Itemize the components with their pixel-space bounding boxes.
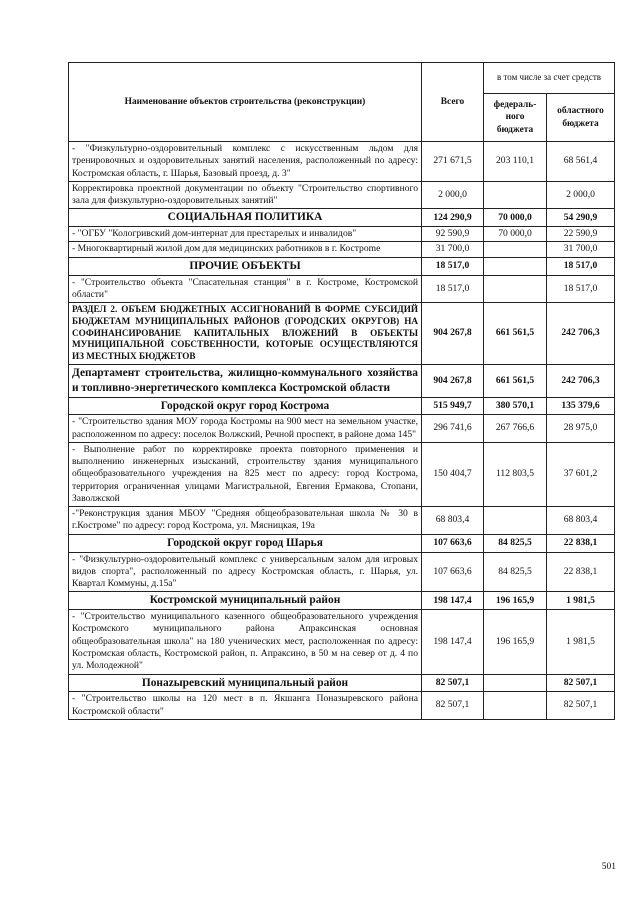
row-regional: 37 601,2: [547, 442, 615, 506]
budget-table: [68, 62, 615, 720]
row-total: 68 803,4: [422, 507, 484, 535]
row-federal: 203 110,1: [484, 142, 547, 182]
table-row: [69, 552, 615, 592]
row-federal: [484, 692, 547, 720]
table-row: [69, 610, 615, 674]
table-row-section: [69, 534, 615, 552]
row-regional: 22 838,1: [547, 552, 615, 592]
row-name: - "Строительство объекта "Спасательная станция" в г. Костроме, Костромской области": [69, 275, 422, 303]
row-total: 82 507,1: [422, 692, 484, 720]
row-regional: 28 975,0: [547, 415, 615, 443]
table-row: [69, 442, 615, 506]
row-total: 198 147,4: [422, 592, 484, 610]
row-name: -"Реконструкция здания МБОУ "Средняя общеобразовательная школа № 30 в г.Костроме" по адресу: город Кострома, ул. Мясницкая, 19а: [69, 507, 422, 535]
row-regional: 22 590,9: [547, 227, 615, 242]
row-name: - "Физкультурно-оздоровительный комплекс с универсальным залом для игровых видов спорта", расположенный по адресу Костромская область, г. Шарья, ул. Квартал Коммуны, д.15а": [69, 552, 422, 592]
row-regional: 242 706,3: [547, 364, 615, 397]
table-row-section: [69, 209, 615, 227]
row-regional: 82 507,1: [547, 674, 615, 692]
row-federal: 196 165,9: [484, 610, 547, 674]
row-federal: 661 561,5: [484, 364, 547, 397]
row-regional: 2 000,0: [547, 181, 615, 209]
row-name: ПРОЧИЕ ОБЪЕКТЫ: [69, 257, 422, 275]
row-regional: 1 981,5: [547, 610, 615, 674]
row-federal: 661 561,5: [484, 303, 547, 365]
row-federal: 70 000,0: [484, 209, 547, 227]
row-regional: 135 379,6: [547, 397, 615, 415]
row-regional: 68 561,4: [547, 142, 615, 182]
row-name: Костромской муниципальный район: [69, 592, 422, 610]
row-total: 107 663,6: [422, 552, 484, 592]
row-total: 271 671,5: [422, 142, 484, 182]
table-row-section: [69, 674, 615, 692]
row-total: 31 700,0: [422, 242, 484, 257]
table-row-section: [69, 303, 615, 365]
row-total: 150 404,7: [422, 442, 484, 506]
row-federal: 380 570,1: [484, 397, 547, 415]
row-regional: 242 706,3: [547, 303, 615, 365]
row-total: 904 267,8: [422, 303, 484, 365]
row-name: РАЗДЕЛ 2. ОБЪЕМ БЮДЖЕТНЫХ АССИГНОВАНИЙ В ФОРМЕ СУБСИДИЙ БЮДЖЕТАМ МУНИЦИПАЛЬНЫХ РАЙОНОВ (ГОРОДСКИХ ОКРУГОВ) НА СОФИНАНСИРОВАНИЕ КАПИТАЛЬНЫХ ВЛОЖЕНИЙ В ОБЪЕКТЫ МУНИЦИПАЛЬНОЙ СОБСТВЕННОСТИ, КОТОРЫЕ ОСУЩЕСТВЛЯЮТСЯ ИЗ МЕСТНЫХ БЮДЖЕТОВ: [69, 303, 422, 365]
row-total: 904 267,8: [422, 364, 484, 397]
row-name: Городской округ город Кострома: [69, 397, 422, 415]
row-regional: 22 838,1: [547, 534, 615, 552]
row-name: - "ОГБУ "Кологривский дом-интернат для престарелых и инвалидов": [69, 227, 422, 242]
row-total: 124 290,9: [422, 209, 484, 227]
table-row: [69, 227, 615, 242]
row-federal: 267 766,6: [484, 415, 547, 443]
row-total: 198 147,4: [422, 610, 484, 674]
row-name: Департамент строительства, жилищно-коммунального хозяйства и топливно-энергетического комплекса Костромской области: [69, 364, 422, 397]
row-total: 515 949,7: [422, 397, 484, 415]
row-federal: [484, 181, 547, 209]
table-row: [69, 142, 615, 182]
row-federal: [484, 242, 547, 257]
header-name: Наименование объектов строительства (реконструкции): [69, 63, 422, 142]
row-federal: [484, 257, 547, 275]
row-name: СОЦИАЛЬНАЯ ПОЛИТИКА: [69, 209, 422, 227]
row-regional: 18 517,0: [547, 275, 615, 303]
row-regional: 18 517,0: [547, 257, 615, 275]
row-regional: 54 290,9: [547, 209, 615, 227]
row-name: - Многоквартирный жилой дом для медицинских работников в г. Кострome: [69, 242, 422, 257]
table-row-section: [69, 592, 615, 610]
row-name: - Выполнение работ по корректировке проекта повторного применения и выполнению инженерных изысканий, строительству здания муниципального общеобразовательного учреждения на 825 мест по адресу: город Кострома, территория ограниченная улицами Магистральной, Евгения Ермакова, Стопани, Заволжской: [69, 442, 422, 506]
row-name: Корректировка проектной документации по объекту "Строительство спортивного зала для физкультурно-оздоровительных занятий": [69, 181, 422, 209]
row-federal: 84 825,5: [484, 534, 547, 552]
page-number: 501: [601, 862, 616, 872]
row-name: - "Строительство здания МОУ города Костромы на 900 мест на земельном участке, расположенном по адресу: поселок Волжский, Речной проспект, в районе дома 145": [69, 415, 422, 443]
row-name: - "Строительство муниципального казенного общеобразовательного учреждения Костромского муниципального района Апраксинская основная общеобразовательная школа" на 180 ученических мест, расположенная по адресу: Костромская область, Костромской район, п. Апраксино, в 50 м на север от д. 4 по ул. Молодежной": [69, 610, 422, 674]
row-name: - "Физкультурно-оздоровительный комплекс с искусственным льдом для тренировочных и оздоровительных занятий населения, расположенный по адресу: Костромская область, г. Шарья, Базовый проезд, д. 3": [69, 142, 422, 182]
row-regional: 68 803,4: [547, 507, 615, 535]
row-regional: 31 700,0: [547, 242, 615, 257]
table-row: [69, 275, 615, 303]
row-total: 92 590,9: [422, 227, 484, 242]
row-total: 296 741,6: [422, 415, 484, 443]
header-row: [69, 63, 615, 94]
header-incl: в том числе за счет средств: [484, 63, 615, 94]
table-row: [69, 415, 615, 443]
row-total: 82 507,1: [422, 674, 484, 692]
table-row-section: [69, 257, 615, 275]
row-federal: [484, 507, 547, 535]
header-regional: областного бюджета: [547, 94, 615, 142]
table-row-department: [69, 364, 615, 397]
table-row: [69, 692, 615, 720]
table-row: [69, 507, 615, 535]
row-federal: 112 803,5: [484, 442, 547, 506]
row-name: - "Строительство школы на 120 мест в п. Якшанга Поназыревского района Костромской области": [69, 692, 422, 720]
row-regional: 1 981,5: [547, 592, 615, 610]
row-regional: 82 507,1: [547, 692, 615, 720]
row-federal: 70 000,0: [484, 227, 547, 242]
row-total: 107 663,6: [422, 534, 484, 552]
table-row: [69, 242, 615, 257]
table-row-section: [69, 397, 615, 415]
row-total: 18 517,0: [422, 257, 484, 275]
header-federal: федераль-ного бюджета: [484, 94, 547, 142]
row-name: Городской округ город Шарья: [69, 534, 422, 552]
table-row: [69, 181, 615, 209]
row-federal: [484, 674, 547, 692]
row-total: 2 000,0: [422, 181, 484, 209]
row-total: 18 517,0: [422, 275, 484, 303]
header-total: Всего: [422, 63, 484, 142]
row-federal: 84 825,5: [484, 552, 547, 592]
row-name: Понazыревский муниципальный район: [69, 674, 422, 692]
row-federal: [484, 275, 547, 303]
row-federal: 196 165,9: [484, 592, 547, 610]
